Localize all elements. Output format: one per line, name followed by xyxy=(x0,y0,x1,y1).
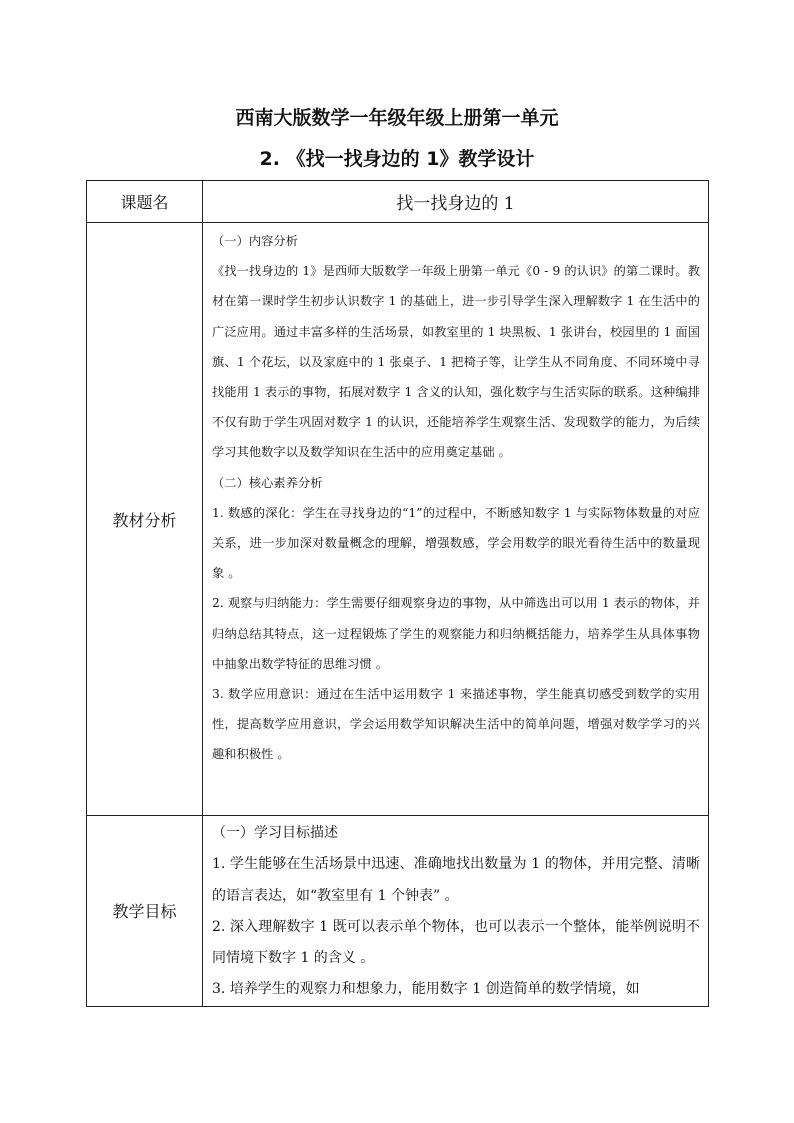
table-row-topic xyxy=(87,181,709,223)
core-literacy-heading: （二）核心素养分析 xyxy=(212,475,323,490)
learning-goal-3: 3. 培养学生的观察力和想象力，能用数字 1 创造简单的数学情境，如 xyxy=(212,981,640,998)
core-literacy-point-3: 3. 数学应用意识：通过在生活中运用数字 1 来描述事物，学生能真切感受到数学的实用性，提高数学应用意识，学会运用数学知识解决生活中的简单问题，增强对数学学习的兴趣和积极性 。 xyxy=(212,687,700,762)
materials-cell xyxy=(203,223,709,816)
document-subtitle: 2. 《找一找身边的 1》教学设计 xyxy=(259,148,535,170)
topic-value: 找一找身边的 1 xyxy=(203,181,709,223)
content-analysis-text: 《找一找身边的 1》是西师大版数学一年级上册第一单元《0 - 9 的认识》的第二课时。教材在第一课时学生初步认识数字 1 的基础上，进一步引导学生深入理解数字 1 在生活中的广泛应用。通过丰富多样的生活场景，如教室里的 1 块黑板、1 张讲台，校园里的 1 面国旗、1 个花坛，以及家庭中的 1 张桌子、1 把椅子等，让学生从不同角度、不同环境中寻找能用 1 表示的事物，拓展对数字 1 含义的认知，强化数字与生活实际的联系。这种编排不仅有助于学生巩固对数字 1 的认识，还能培养学生观察生活、发现数学的能力，为后续学习其他数字以及数学知识在生活中的应用奠定基础 。 xyxy=(212,264,700,460)
learning-goals-heading: （一）学习目标描述 xyxy=(212,825,338,841)
lesson-design-table xyxy=(86,180,709,1007)
goals-cell xyxy=(203,816,709,1007)
table-row-goals xyxy=(87,816,709,1007)
learning-goal-2: 2. 深入理解数字 1 既可以表示单个物体，也可以表示一个整体，能举例说明不同情境下数字 1 的含义 。 xyxy=(212,918,700,967)
content-analysis-heading: （一）内容分析 xyxy=(212,234,299,248)
document-title: 西南大版数学一年级年级上册第一单元 xyxy=(235,107,559,129)
learning-goal-1: 1. 学生能够在生活场景中迅速、准确地找出数量为 1 的物体，并用完整、清晰的语言表达，如“教室里有 1 个钟表” 。 xyxy=(212,856,700,904)
table-row-materials xyxy=(87,223,709,816)
goals-label: 教学目标 xyxy=(87,816,203,1007)
topic-label: 课题名 xyxy=(87,181,203,223)
materials-label: 教材分析 xyxy=(87,223,203,816)
core-literacy-point-1: 1. 数感的深化：学生在寻找身边的“1”的过程中，不断感知数字 1 与实际物体数量的对应关系，进一步加深对数量概念的理解，增强数感，学会用数学的眼光看待生活中的数量现象 。 xyxy=(212,505,700,581)
core-literacy-point-2: 2. 观察与归纳能力：学生需要仔细观察身边的事物，从中筛选出可以用 1 表示的物体，并归纳总结其特点，这一过程锻炼了学生的观察能力和归纳概括能力，培养学生从具体事物中抽象出数学特征的思维习惯 。 xyxy=(212,596,700,671)
